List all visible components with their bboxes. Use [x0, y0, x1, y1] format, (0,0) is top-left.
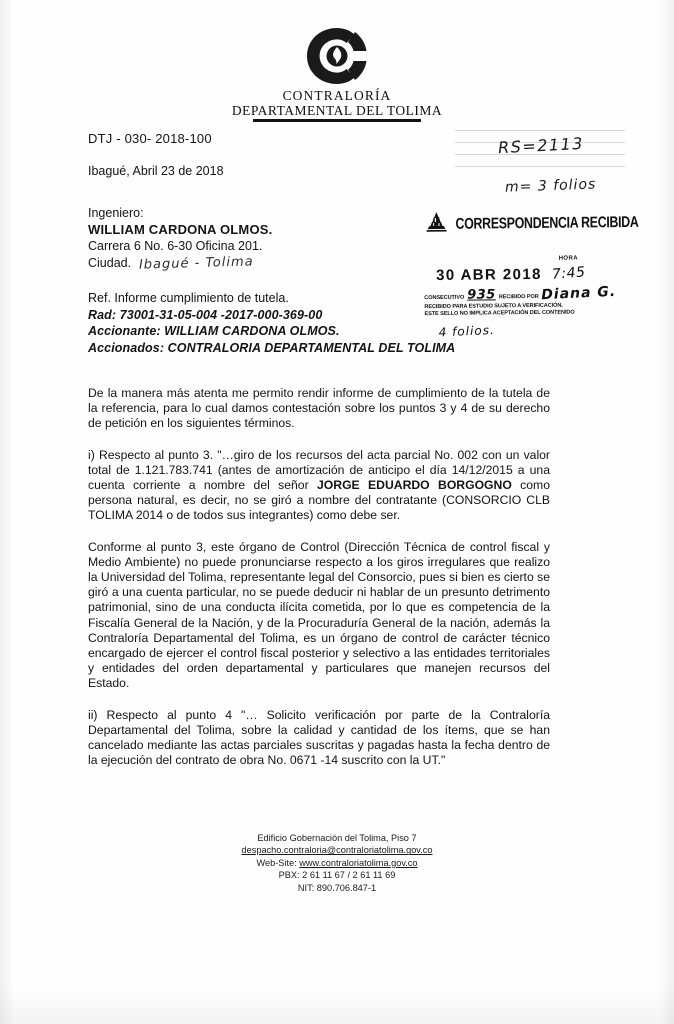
footer-email[interactable]: despacho.contraloria@contraloriatolima.gov.co	[241, 845, 433, 856]
letterhead	[0, 26, 674, 122]
handwritten-annotation-rs-number: RS=2113	[497, 133, 585, 158]
stamp-recibido-por-label: RECIBIDO POR	[498, 293, 539, 301]
body-paragraph-2-post: como persona natural, es decir, no se giró a nombre del contratante (CONSORCIO CLB TOLIMA 2014 o de todos sus integrantes) como debe ser.	[88, 478, 550, 523]
addressee-city-handwritten: Ibagué - Tolima	[138, 253, 254, 273]
footer-phone: PBX: 2 61 11 67 / 2 61 11 69	[278, 870, 396, 881]
footer-website-url[interactable]: www.contraloriatolima.gov.co	[299, 857, 418, 868]
reference-rad-number: Rad: 73001-31-05-004 -2017-000-369-00	[88, 307, 323, 322]
body-paragraph-4: ii) Respecto al punto 4 "… Solicito verificación por parte de la Contraloría Departamental del Tolima, sobre la calidad y cantidad de los ítems, que se han cancelado mediante las actas parciales suscritas y pagadas hasta la fecha dentro de la ejecución del contrato de obra No. 0671 -14 suscrito con la UT."	[88, 707, 550, 768]
footer-address: Edificio Gobernación del Tolima, Piso 7	[257, 833, 417, 843]
reference-subject: Ref. Informe cumplimiento de tutela.	[88, 291, 289, 305]
body-paragraph-2-highlight-name: JORGE EDUARDO BORGOGNO	[317, 478, 512, 493]
contraloria-c-logo-icon	[303, 26, 371, 86]
addressee-city-row	[88, 255, 272, 273]
addressee-name: WILLIAM CARDONA OLMOS.	[88, 221, 273, 237]
addressee-city-label: Ciudad.	[88, 255, 132, 270]
body-paragraph-2-pre: i) Respecto al punto 3. "…giro de los recursos del acta parcial No. 002 con un valor total de 1.121.783.741 (antes de amortización de anticipo el día 14/12/2015 a una cuenta corriente a nombre del señor	[88, 447, 550, 493]
stamp-consecutive-row	[424, 285, 638, 303]
org-name-line-2: DEPARTAMENTAL DEL TOLIMA	[231, 103, 443, 118]
stamp-consecutivo-label: CONSECUTIVO	[424, 294, 465, 302]
stamp-hora-group	[551, 246, 585, 282]
footer-website-row	[0, 857, 674, 869]
city-and-date: Ibagué, Abril 23 de 2018	[88, 164, 224, 178]
document-code: DTJ - 030- 2018-100	[88, 131, 212, 146]
stamp-date: 30 ABR 2018	[435, 265, 542, 284]
stamp-consecutivo-value: 935	[467, 287, 496, 303]
stamp-recibido-por-value: Diana G.	[541, 283, 617, 304]
tolima-shield-emblem-icon	[423, 209, 449, 238]
document-footer	[0, 832, 674, 894]
stamp-header	[423, 207, 637, 238]
addressee-block	[88, 205, 272, 272]
scan-edge-shadow-bottom	[0, 984, 674, 1024]
reference-accionados: Accionados: CONTRALORIA DEPARTAMENTAL DEL TOLIMA	[88, 340, 456, 355]
addressee-salutation: Ingeniero:	[88, 206, 144, 220]
stamp-hora-label: HORA	[558, 255, 578, 262]
correspondence-received-stamp	[423, 207, 639, 340]
stamp-folios-handwritten-note: 4 folios.	[438, 322, 496, 340]
body-paragraph-2	[88, 448, 550, 524]
handwritten-annotation-folios: m= 3 folios	[504, 176, 597, 196]
stamp-date-row	[436, 246, 638, 284]
stamp-fine-print	[424, 302, 620, 318]
stamp-fine-print-line-1: RECIBIDO PARA ESTUDIO SUJETO A VERIFICACIÓN,	[424, 302, 563, 311]
reference-block	[88, 290, 455, 356]
letter-body	[88, 386, 550, 784]
org-name-line-1: CONTRALORÍA	[282, 88, 392, 103]
reference-accionante: Accionante: WILLIAM CARDONA OLMOS.	[88, 324, 340, 338]
footer-nit: NIT: 890.706.847-1	[297, 882, 377, 893]
stamp-hora-value: 7:45	[551, 264, 586, 283]
footer-website-label: Web-Site:	[256, 857, 297, 868]
addressee-address: Carrera 6 No. 6-30 Oficina 201.	[88, 239, 263, 253]
stamp-title: CORRESPONDENCIA RECIBIDA	[455, 212, 639, 233]
body-paragraph-1: De la manera más atenta me permito rendir informe de cumplimiento de la tutela de la referencia, para lo cual damos contestación sobre los puntos 3 y 4 de su derecho de petición en los siguientes términos.	[88, 386, 550, 431]
stamp-fine-print-line-2: ESTE SELLO NO IMPLICA ACEPTACIÓN DEL CONTENIDO	[424, 309, 575, 318]
letterhead-rule	[253, 119, 421, 122]
body-paragraph-3: Conforme al punto 3, este órgano de Control (Dirección Técnica de control fiscal y Medio Ambiente) no puede pronunciarse respecto a los giros irregulares que realizo la Universidad del Tolima, representante legal del Consorcio, pues si bien es cierto se giró a una cuenta particular, no se puede deducir ni hablar de un presunto detrimento patrimonial, sino de una conducta ilícita cometida, por lo que es competencia de la Fiscalía General de la Nación, y de la Procuraduría General de la nación, además la Contraloría Departamental del Tolima, es un órgano de control de carácter técnico encargado de ejercer el control fiscal posterior y selectivo a las entidades territoriales y entidades del orden departamental y particulares que manejen recursos del Estado.	[88, 539, 550, 691]
